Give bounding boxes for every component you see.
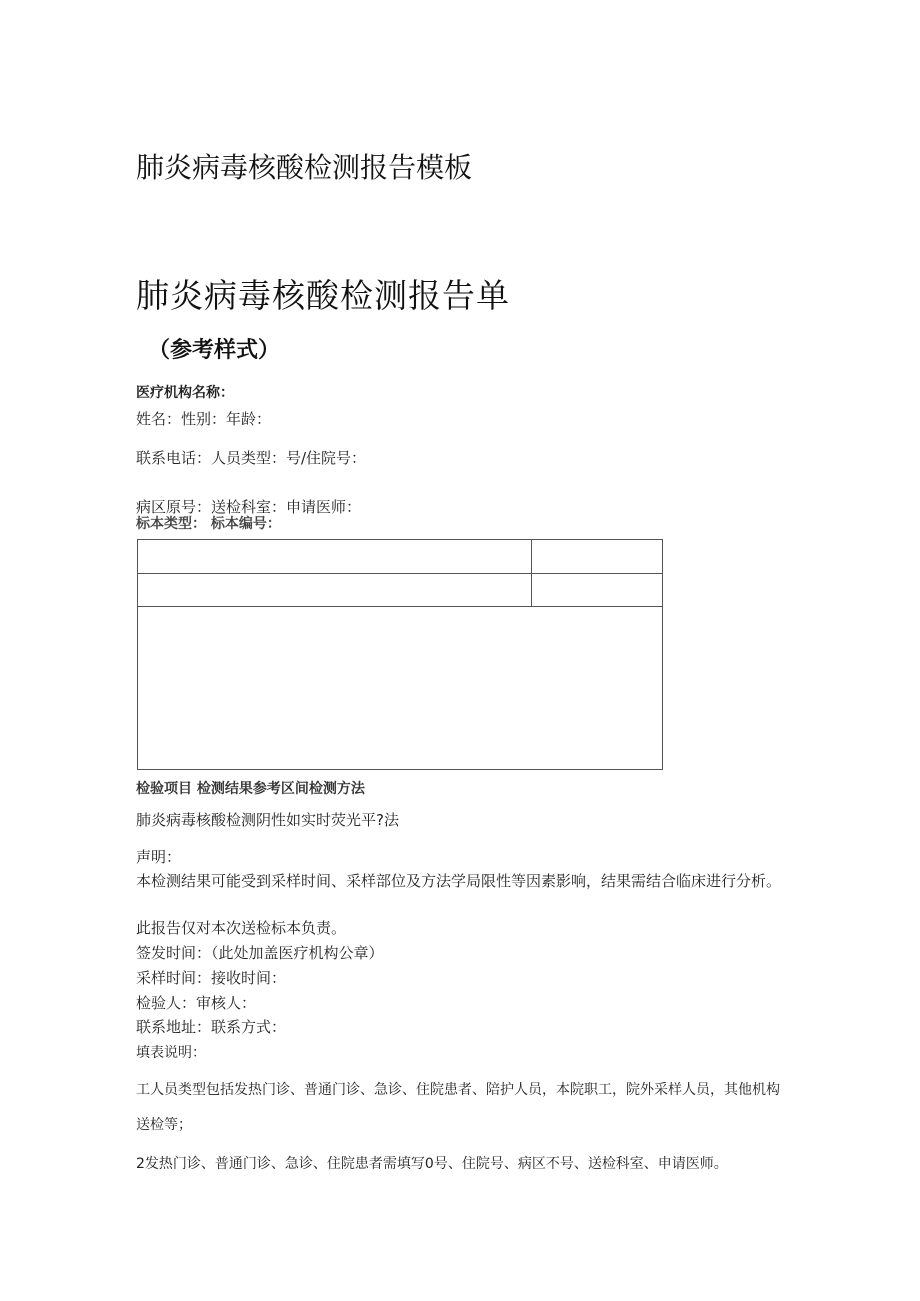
report-title: 肺炎病毒核酸检测报告单: [136, 276, 510, 315]
institution-name-field: 医疗机构名称：: [136, 385, 234, 401]
note-1-line-a: 工人员类型包括发热门诊、普通门诊、急诊、住院患者、陪护人员，本院职工，院外采样人员，其他机构: [136, 1082, 780, 1098]
document-title: 肺炎病毒核酸检测报告模板: [136, 151, 473, 184]
sample-time-line: 采样时间：接收时间：: [136, 969, 287, 987]
address-line: 联系地址：联系方式：: [136, 1018, 287, 1036]
patient-info-line: 姓名：性别：年龄：: [136, 410, 272, 428]
report-subtitle: （参考样式）: [148, 338, 281, 363]
table-column-divider: [531, 540, 532, 607]
statement-scope: 此报告仅对本次送检标本负责。: [136, 919, 347, 937]
note-2-line: 2发热门诊、普通门诊、急诊、住院患者需填写0号、住院号、病区不号、送检科室、申请医师。: [136, 1156, 728, 1172]
table-result-row: 肺炎病毒核酸检测阴性如实时荧光平?法: [136, 811, 399, 829]
statement-text: 本检测结果可能受到采样时间、采样部位及方法学局限性等因素影响，结果需结合临床进行分析。: [136, 872, 782, 890]
ward-info-line: 病区原号：送检科室：申请医师：: [136, 498, 362, 516]
statement-heading: 声明：: [136, 848, 182, 866]
specimen-info-line: 标本类型： 标本编号：: [136, 516, 281, 532]
table-divider-1: [138, 573, 662, 574]
sign-time-line: 签发时间：（此处加盖医疗机构公章）: [136, 944, 384, 962]
notes-heading: 填表说明：: [136, 1045, 206, 1061]
result-table: [137, 539, 663, 770]
contact-info-line: 联系电话：人员类型：号/住院号：: [136, 449, 367, 467]
table-body-area: [138, 607, 662, 769]
table-header-row: 检验项目 检测结果参考区间检测方法: [136, 781, 365, 797]
note-1-line-b: 送检等；: [136, 1117, 192, 1133]
inspector-line: 检验人：审核人：: [136, 994, 257, 1012]
